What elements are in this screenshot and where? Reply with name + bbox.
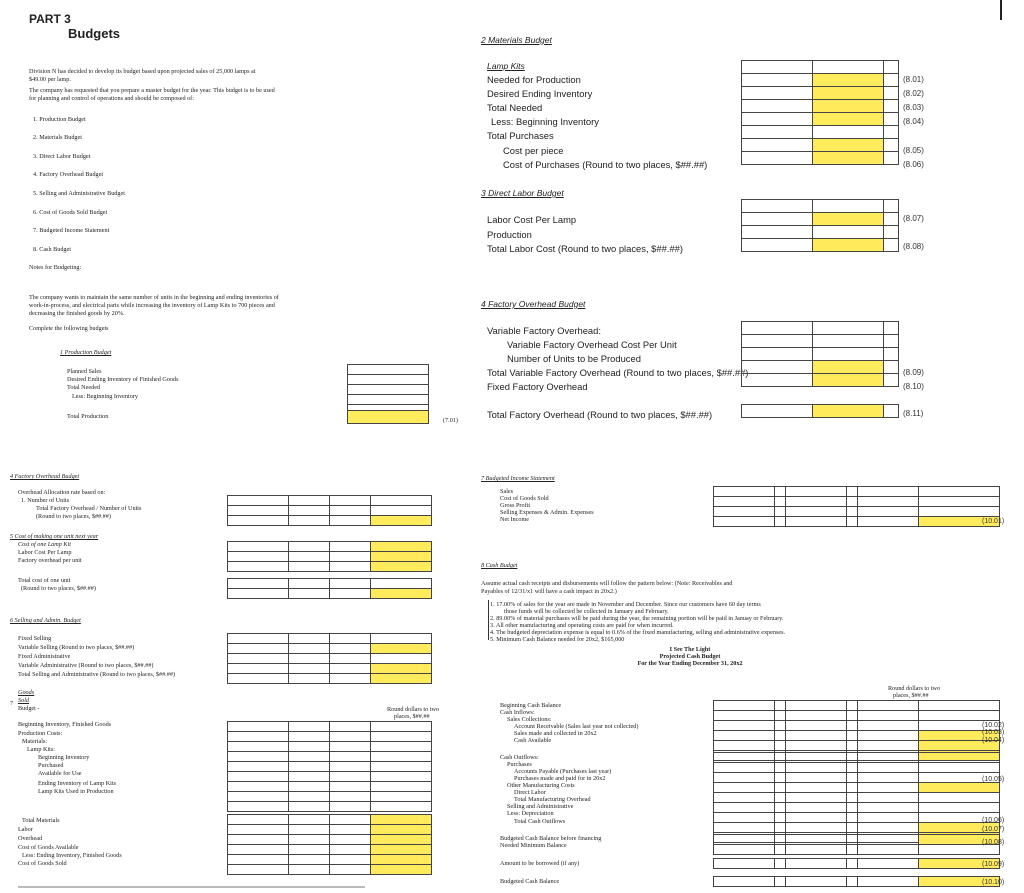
alloc-grid bbox=[227, 495, 432, 526]
list-item: 5. Selling and Administrative Budget bbox=[33, 190, 125, 197]
cogs-row: Cost of Goods Available bbox=[18, 844, 79, 851]
cash-row: Budgeted Cash Balance before financing bbox=[500, 835, 602, 842]
cost-grid bbox=[227, 541, 432, 572]
sa-row: Total Selling and Administrative (Round to two places, $##.##) bbox=[18, 671, 175, 678]
income-row: Sales bbox=[500, 488, 514, 495]
cash-note: 4. The budgeted depreciation expense is equal to 0.6% of the fixed manufacturing, selling and administrative expenses. bbox=[490, 629, 786, 636]
list-item: 1. Production Budget bbox=[33, 116, 86, 123]
cost-total-cell[interactable] bbox=[371, 589, 432, 599]
labor-cell-808[interactable] bbox=[813, 239, 884, 252]
materials-row: Total Needed bbox=[487, 102, 543, 113]
income-row: Gross Profit bbox=[500, 502, 531, 509]
cash-row: Account Receivable (Sales last year not collected) bbox=[514, 723, 639, 730]
cash-note: those funds will be collected be collected in January and February. bbox=[504, 608, 669, 615]
intro-line: for planning and control of operations and should be composed of: bbox=[29, 95, 194, 102]
cost-row: Cost of one Lamp Kit bbox=[18, 541, 71, 548]
ref-label: (8.06) bbox=[903, 160, 924, 169]
cogs-title: Budget - bbox=[18, 705, 40, 712]
cogs-row: Overhead bbox=[18, 835, 43, 842]
ref-label: (8.05) bbox=[903, 146, 924, 155]
cash-row: Beginning Cash Balance bbox=[500, 702, 562, 709]
ref-label: (8.01) bbox=[903, 75, 924, 84]
scroll-divider bbox=[18, 886, 365, 888]
overhead-row: Total Variable Factory Overhead (Round to two places, $##.##) bbox=[487, 367, 749, 378]
list-item: 4. Factory Overhead Budget bbox=[33, 171, 104, 178]
cash-row: Cash Inflows: bbox=[500, 709, 535, 716]
sa-row: Variable Selling (Round to two places, $##.##) bbox=[18, 644, 135, 651]
cost-row: Total cost of one unit bbox=[18, 577, 71, 584]
cogs-row: Lamp Kits Used in Production bbox=[38, 788, 114, 795]
labor-grid bbox=[741, 199, 899, 252]
overhead-row: Variable Factory Overhead: bbox=[487, 325, 601, 336]
materials-row: Needed for Production bbox=[487, 74, 581, 85]
intro-line: The company has requested that you prepare a master budget for the year. This budget is to be used bbox=[29, 87, 275, 94]
cash-cell-1005[interactable] bbox=[919, 783, 1000, 793]
ref-label: (8.02) bbox=[903, 89, 924, 98]
intro-line: $49.00 per lamp. bbox=[29, 76, 71, 83]
cogs-num: 7 bbox=[10, 700, 14, 707]
cash-row: Accounts Payable (Purchases last year) bbox=[514, 768, 612, 775]
ref-label: (8.07) bbox=[903, 214, 924, 223]
cogs-cell[interactable] bbox=[371, 835, 432, 845]
materials-title: 2 Materials Budget bbox=[481, 35, 552, 45]
cash-row: Purchases bbox=[507, 761, 532, 768]
ref-label: (10.03) bbox=[982, 729, 1005, 736]
ref-label: (8.10) bbox=[903, 382, 924, 391]
cogs-row: Materials: bbox=[22, 738, 48, 745]
production-row: Planned Sales bbox=[67, 368, 102, 375]
cost-cell[interactable] bbox=[371, 552, 432, 562]
labor-cell-807[interactable] bbox=[813, 213, 884, 226]
list-item: 7. Budgeted Income Statement bbox=[33, 227, 110, 234]
cash-final-grid bbox=[713, 876, 1000, 887]
list-item: 8. Cash Budget bbox=[33, 246, 71, 253]
cash-outflow-grid bbox=[713, 752, 1000, 843]
cash-title: 8 Cash Budget bbox=[481, 562, 518, 569]
alloc-row: Overhead Allocation rate based on: bbox=[18, 489, 106, 496]
ref-label: (8.11) bbox=[903, 409, 924, 418]
cash-round: places, $##.## bbox=[893, 692, 929, 699]
ref-label: (10.08) bbox=[982, 839, 1005, 846]
cost-row: Labor Cost Per Lamp bbox=[18, 549, 72, 556]
alloc-row: (Round to two places, $##.##) bbox=[36, 513, 111, 520]
ref-label: (10.06) bbox=[982, 817, 1005, 824]
cash-row: Selling and Administrative bbox=[507, 803, 574, 810]
list-item: 6. Cost of Goods Sold Budget bbox=[33, 209, 108, 216]
cost-row: Factory overhead per unit bbox=[18, 557, 82, 564]
materials-cell-801[interactable] bbox=[813, 74, 884, 87]
cogs-cell[interactable] bbox=[371, 845, 432, 855]
overhead-row: Number of Units to be Produced bbox=[507, 353, 641, 364]
overhead-grid bbox=[741, 321, 899, 387]
cost-total-grid bbox=[227, 578, 432, 599]
cash-note: 3. All other manufacturing and operating costs are paid for when incurred. bbox=[490, 622, 674, 629]
cogs-grid bbox=[227, 721, 432, 812]
cash-row: Cash Outflows: bbox=[500, 754, 539, 761]
cash-row: Sales Collections: bbox=[507, 716, 552, 723]
alloc-rate-cell[interactable] bbox=[371, 516, 432, 526]
sa-title: 6 Selling and Admin. Budget bbox=[10, 617, 81, 624]
ref-label: (7.01) bbox=[443, 417, 458, 424]
income-row: Selling Expenses & Admin. Expenses bbox=[500, 509, 594, 516]
notes-line: work-in-process, and electrical parts while increasing the inventory of Lamp Kits to 700 pieces and bbox=[29, 302, 275, 309]
ref-label: (8.08) bbox=[903, 242, 924, 251]
production-total-grid bbox=[347, 410, 429, 424]
labor-row: Total Labor Cost (Round to two places, $##.##) bbox=[487, 243, 683, 254]
cash-borrow-grid bbox=[713, 858, 1000, 869]
materials-cell-805[interactable] bbox=[813, 139, 884, 152]
cogs-row: Labor bbox=[18, 826, 33, 833]
notes-bar bbox=[488, 600, 489, 640]
alloc-title: 4 Factory Overhead Budget bbox=[10, 473, 80, 480]
overhead-cell-811[interactable] bbox=[813, 405, 884, 418]
ref-label: (10.05) bbox=[982, 776, 1005, 783]
cash-round: Round dollars to two bbox=[888, 685, 941, 692]
cash-note: 2. 89.00% of material purchases will be paid during the year, the remaining portion will be paid in Januay or February. bbox=[490, 615, 784, 622]
alloc-row: Total Factory Overhead / Number of Units bbox=[36, 505, 142, 512]
materials-row: Less: Beginning Inventory bbox=[491, 116, 599, 127]
overhead-row: Variable Factory Overhead Cost Per Unit bbox=[507, 339, 677, 350]
materials-row: Total Purchases bbox=[487, 130, 554, 141]
cash-note: 1. 17.00% of sales for the year are made in November and December. Since our customers have 60 day terms bbox=[490, 601, 761, 608]
production-total-cell[interactable] bbox=[348, 411, 429, 424]
cogs-cell[interactable] bbox=[371, 865, 432, 875]
ref-label: (10.02) bbox=[982, 722, 1005, 729]
ref-label: (8.04) bbox=[903, 117, 924, 126]
cogs-row: Lamp Kits: bbox=[27, 746, 56, 753]
ref-label: (10.01) bbox=[982, 518, 1005, 525]
cash-row: Total Cash Outflows bbox=[514, 818, 566, 825]
materials-subtitle: Lamp Kits bbox=[487, 61, 525, 71]
materials-cell-806[interactable] bbox=[813, 152, 884, 165]
ref-label: (8.09) bbox=[903, 368, 924, 377]
cogs-cell[interactable] bbox=[371, 825, 432, 835]
page-title: Budgets bbox=[68, 26, 120, 41]
cash-company: I See The Light bbox=[669, 646, 711, 653]
income-title: 7 Budgeted Income Statement bbox=[481, 475, 555, 482]
cash-assume: Payables of 12/31/x1 will have a cash impact in 20x2.) bbox=[481, 588, 617, 595]
production-total-label: Total Production bbox=[67, 413, 109, 420]
cash-row: Cash Available bbox=[514, 737, 552, 744]
notes-line: The company wants to maintain the same number of units in the beginning and ending inventories of bbox=[29, 294, 279, 301]
cogs-round-note: places, $##.## bbox=[394, 713, 430, 720]
overhead-cell-809[interactable] bbox=[813, 361, 884, 374]
sa-row: Fixed Selling bbox=[18, 635, 52, 642]
intro-line: Division N has decided to develop its budget based upon projected sales of 25,000 lamps at bbox=[29, 68, 256, 75]
alloc-row: 1. Number of Units bbox=[21, 497, 70, 504]
cogs-row: Cost of Goods Sold bbox=[18, 860, 67, 867]
production-row: Desired Ending Inventory of Finished Goods bbox=[67, 376, 179, 383]
notes-heading: Notes for Budgeting: bbox=[29, 264, 82, 271]
cost-title: 5 Cost of making one unit next year bbox=[10, 533, 99, 540]
labor-row: Production bbox=[487, 229, 532, 240]
cogs-cell[interactable] bbox=[371, 855, 432, 865]
cogs-title: Sold bbox=[18, 697, 30, 704]
cash-balance-grid bbox=[713, 834, 1000, 855]
materials-cell-802[interactable] bbox=[813, 87, 884, 100]
labor-title: 3 Direct Labor Budget bbox=[481, 188, 564, 198]
cash-row: Purchases made and paid for in 20x2 bbox=[514, 775, 606, 782]
materials-cell-804[interactable] bbox=[813, 113, 884, 126]
cash-row: Needed Minimum Balance bbox=[500, 842, 567, 849]
cash-row: Direct Labor bbox=[514, 789, 546, 796]
cash-assume: Assume actual cash receipts and disbursements will follow the pattern below: (Note: Receivables and bbox=[481, 580, 733, 587]
cost-cell[interactable] bbox=[371, 542, 432, 552]
ref-label: (10.07) bbox=[982, 826, 1005, 833]
cogs-row: Total Materials bbox=[22, 817, 60, 824]
overhead-row: Fixed Factory Overhead bbox=[487, 381, 588, 392]
cogs-row: Production Costs: bbox=[18, 730, 63, 737]
overhead-row: Total Factory Overhead (Round to two places, $##.##) bbox=[487, 409, 713, 420]
sa-row: Fixed Administrative bbox=[18, 653, 71, 660]
cogs-row: Purchased bbox=[38, 762, 64, 769]
cogs-row: Beginning Inventory bbox=[38, 754, 90, 761]
materials-row: Desired Ending Inventory bbox=[487, 88, 593, 99]
cash-note: 5. Minimum Cash Balance needed for 20x2, $165,000 bbox=[490, 636, 625, 643]
cash-budget-name: Projected Cash Budget bbox=[659, 653, 721, 660]
materials-cell-803[interactable] bbox=[813, 100, 884, 113]
production-title: 1 Production Budget bbox=[60, 349, 112, 356]
cursor-bar bbox=[1000, 0, 1002, 20]
cash-row: Budgeted Cash Balance bbox=[500, 878, 560, 885]
sa-row: Variable Administrative (Round to two places, $##.##) bbox=[18, 662, 154, 669]
income-grid bbox=[713, 486, 1000, 527]
cogs-title: Goods bbox=[18, 689, 35, 696]
cogs-round-note: Round dollars to two bbox=[387, 706, 440, 713]
cogs-row: Ending Inventory of Lamp Kits bbox=[38, 780, 117, 787]
ref-label: (10.09) bbox=[982, 861, 1005, 868]
ref-label: (8.03) bbox=[903, 103, 924, 112]
cogs-total-grid bbox=[227, 814, 432, 875]
cost-row: (Round to two places, $##.##) bbox=[21, 585, 96, 592]
income-row: Net Income bbox=[500, 516, 530, 523]
cost-cell[interactable] bbox=[371, 562, 432, 572]
notes-line: decreasing the finished goods by 20%. bbox=[29, 310, 125, 317]
cogs-row: Available for Use bbox=[38, 770, 82, 777]
materials-row: Cost per piece bbox=[503, 145, 564, 156]
overhead-cell-810[interactable] bbox=[813, 374, 884, 387]
cash-row: Other Manufacturing Costs bbox=[507, 782, 575, 789]
cogs-row: Beginning Inventory, Finished Goods bbox=[18, 721, 112, 728]
cash-period: For the Year Ending December 31, 20x2 bbox=[637, 660, 743, 667]
production-grid bbox=[347, 364, 429, 415]
cogs-row: Less: Ending Inventory, Finished Goods bbox=[22, 852, 122, 859]
overhead-total-grid bbox=[741, 404, 899, 418]
list-item: 3. Direct Labor Budget bbox=[33, 153, 91, 160]
labor-row: Labor Cost Per Lamp bbox=[487, 214, 577, 225]
income-row: Cost of Goods Sold bbox=[500, 495, 549, 502]
cash-row: Amount to be borrowed (if any) bbox=[500, 860, 580, 867]
ref-label: (10.04) bbox=[982, 737, 1005, 744]
cash-row: Sales made and collected in 20x2 bbox=[514, 730, 597, 737]
materials-grid bbox=[741, 60, 899, 165]
production-row: Total Needed bbox=[67, 384, 101, 391]
notes-complete: Complete the following budgets bbox=[29, 325, 109, 332]
cash-row: Total Manufacturing Overhead bbox=[514, 796, 591, 803]
cogs-cell[interactable] bbox=[371, 815, 432, 825]
cash-row: Less: Depreciation bbox=[507, 810, 554, 817]
production-row: Less: Beginning Inventory bbox=[72, 393, 138, 400]
ref-label: (10.10) bbox=[982, 879, 1005, 886]
sa-cell[interactable] bbox=[371, 674, 432, 684]
part-label: PART 3 bbox=[29, 12, 71, 26]
materials-row: Cost of Purchases (Round to two places, $##.##) bbox=[503, 159, 708, 170]
overhead-title: 4 Factory Overhead Budget bbox=[481, 299, 586, 309]
list-item: 2. Materials Budget bbox=[33, 134, 82, 141]
